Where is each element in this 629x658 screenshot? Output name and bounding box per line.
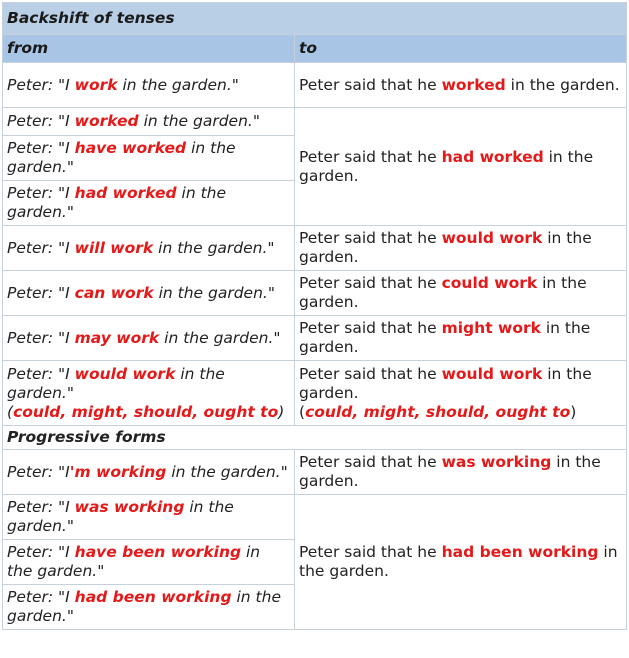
to-text: in the garden.	[299, 229, 592, 266]
to-verb: had been working	[441, 543, 599, 561]
from-text: Peter: "I	[7, 328, 75, 347]
section-heading: Progressive forms	[3, 426, 627, 450]
from-text: Peter: "I	[7, 238, 75, 257]
to-cell	[295, 495, 627, 630]
from-text: Peter: "I	[7, 139, 75, 157]
to-text: Peter said that he	[299, 319, 442, 337]
to-text: in the garden.	[299, 453, 601, 490]
from-text: in the garden."	[7, 498, 234, 535]
from-verb: was working	[74, 498, 185, 516]
from-text: in the garden."	[7, 364, 225, 402]
to-verb: was working	[441, 453, 552, 471]
from-verb: have been working	[74, 543, 242, 561]
from-text: in the garden."	[7, 139, 236, 176]
from-verb: had been working	[74, 588, 232, 606]
from-verb: would work	[74, 364, 176, 383]
from-verb: 'm working	[69, 462, 167, 481]
to-cell	[295, 63, 627, 108]
from-verb: will work	[74, 238, 154, 257]
from-text: Peter: "I	[7, 184, 75, 202]
from-text: in the garden."	[138, 112, 260, 130]
from-verb: can work	[74, 283, 154, 302]
from-cell	[3, 316, 295, 361]
paren-close: )	[570, 402, 577, 421]
table-title: Backshift of tenses	[3, 3, 627, 35]
from-text: Peter: "I	[7, 364, 75, 383]
from-text: in the garden."	[7, 184, 227, 221]
to-text: Peter said that he	[299, 364, 442, 383]
modal-list: could, might, should, ought to	[13, 402, 279, 421]
from-text: Peter: "I	[7, 283, 75, 302]
from-cell	[3, 361, 295, 426]
table-row	[3, 63, 627, 108]
to-text: Peter said that he	[299, 75, 442, 94]
paren-open: (	[299, 402, 306, 421]
to-cell	[295, 108, 627, 226]
from-text: Peter: "I	[7, 543, 75, 561]
to-verb: might work	[441, 319, 541, 337]
header-to: to	[295, 35, 627, 63]
to-text: Peter said that he	[299, 543, 442, 561]
from-verb: worked	[74, 112, 139, 130]
from-text: in the garden."	[153, 283, 275, 302]
to-cell	[295, 271, 627, 316]
from-text: in the garden."	[159, 328, 281, 347]
paren-open: (	[7, 402, 14, 421]
to-cell	[295, 450, 627, 495]
to-cell	[295, 316, 627, 361]
from-text: Peter: "I	[7, 462, 70, 481]
to-verb: had worked	[441, 147, 544, 166]
table-row	[3, 108, 627, 136]
backshift-table	[2, 2, 627, 630]
to-verb: would work	[441, 364, 543, 383]
to-cell	[295, 226, 627, 271]
to-text: in the garden.	[299, 364, 592, 402]
from-verb: may work	[74, 328, 160, 347]
from-cell	[3, 181, 295, 226]
table-row	[3, 226, 627, 271]
from-text: in the garden."	[7, 543, 261, 580]
from-verb: work	[74, 75, 118, 94]
to-text: in the garden.	[299, 147, 594, 185]
to-text: in the garden.	[299, 274, 587, 311]
from-text: Peter: "I	[7, 498, 75, 516]
section-row	[3, 426, 627, 450]
from-text: in the garden."	[117, 75, 239, 94]
modal-list: could, might, should, ought to	[305, 402, 571, 421]
from-cell	[3, 108, 295, 136]
to-cell	[295, 361, 627, 426]
from-verb: have worked	[74, 139, 187, 157]
table-row	[3, 271, 627, 316]
from-cell	[3, 495, 295, 540]
from-cell	[3, 450, 295, 495]
to-verb: would work	[441, 229, 543, 247]
to-text: Peter said that he	[299, 453, 442, 471]
table-row	[3, 316, 627, 361]
from-text: Peter: "I	[7, 112, 75, 130]
from-text: in the garden."	[153, 238, 275, 257]
table-row	[3, 450, 627, 495]
table-row	[3, 361, 627, 426]
from-text: Peter: "I	[7, 588, 75, 606]
to-text: in the garden.	[299, 319, 591, 356]
from-text: in the garden."	[166, 462, 288, 481]
from-cell	[3, 271, 295, 316]
to-text: in the garden.	[505, 75, 620, 94]
from-cell	[3, 585, 295, 630]
to-verb: could work	[441, 274, 538, 292]
from-cell	[3, 63, 295, 108]
from-cell	[3, 136, 295, 181]
to-verb: worked	[441, 75, 506, 94]
from-verb: had worked	[74, 184, 177, 202]
from-cell	[3, 226, 295, 271]
to-text: Peter said that he	[299, 147, 442, 166]
header-from: from	[3, 35, 295, 63]
to-text: Peter said that he	[299, 229, 442, 247]
from-text: Peter: "I	[7, 75, 75, 94]
table-row	[3, 495, 627, 540]
from-cell	[3, 540, 295, 585]
to-text: Peter said that he	[299, 274, 442, 292]
from-text: in the garden."	[7, 588, 281, 625]
paren-close: )	[278, 402, 285, 421]
to-text: in the garden.	[299, 543, 618, 580]
